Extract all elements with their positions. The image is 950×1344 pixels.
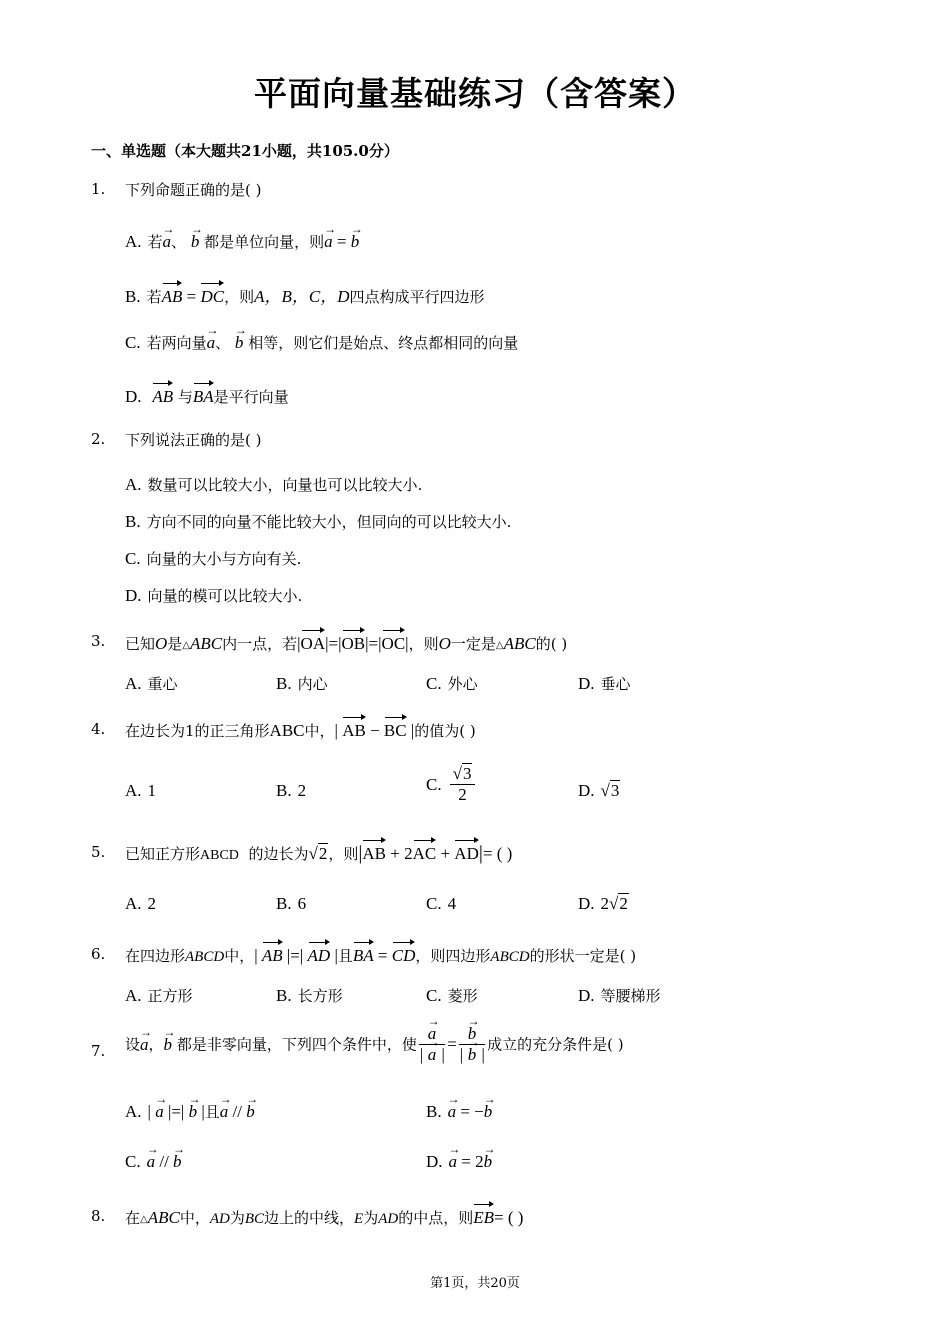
option-4d: D. √3 — [578, 781, 620, 800]
option-3d: D. 垂心 — [578, 674, 631, 693]
option-2d: D. 向量的模可以比较大小. — [125, 586, 303, 605]
option-1b: B. 若AB = DC，则A，B，C，D四点构成平行四边形 — [125, 281, 485, 309]
question-number: 7. — [91, 1042, 106, 1060]
option-6a: A. 正方形 — [125, 986, 193, 1005]
option-6d: D. 等腰梯形 — [578, 986, 661, 1005]
question-number: 1. — [91, 180, 106, 198]
question-stem: 在边长为1的正三角形ABC中，| AB − BC |的值为( ) — [125, 715, 476, 743]
option-7d: D. a → = 2b → — [426, 1150, 492, 1174]
question-stem: 已知正方形ABCD 的边长为√2，则|AB + 2AC + AD|= ( ) — [125, 838, 512, 868]
question-stem: 在四边形ABCD中，| AB |=| AD |且BA = CD，则四边形ABCD的形状一定是( ) — [125, 940, 636, 969]
question-stem: 在△ABC中，AD为BC边上的中线，E为AD的中点，则EB= ( ) — [125, 1202, 523, 1232]
option-4c: C. $\frac{√3}{2}$ — [426, 764, 477, 805]
page-footer: 第1页，共20页 — [430, 1276, 520, 1291]
section-heading: 一、单选题（本大题共21小题，共105.0分） — [91, 142, 399, 160]
question-stem: 下列命题正确的是( ) — [125, 181, 262, 199]
question-stem: 设a →，b → 都是非零向量，下列四个条件中，使 $\frac{a \to}{| a \to |}$ = $\frac{b \to}{| b \to |}$ 成立的充分条件是( ) — [125, 1024, 624, 1065]
page-title: 平面向量基础练习（含答案） — [254, 74, 696, 113]
option-6c: C. 菱形 — [426, 986, 478, 1005]
question-number: 2. — [91, 430, 106, 448]
option-3a: A. 重心 — [125, 674, 178, 693]
option-5a: A. 2 — [125, 894, 157, 913]
option-5c: C. 4 — [426, 894, 457, 913]
question-number: 3. — [91, 632, 106, 650]
option-7b: B. a → = −b → — [426, 1100, 492, 1124]
question-number: 4. — [91, 720, 106, 738]
option-7c: C. a → // b → — [125, 1150, 182, 1174]
question-number: 5. — [91, 843, 106, 861]
option-4a: A. 1 — [125, 781, 157, 800]
question-stem: 已知O是△ABC内一点，若|OA|=|OB|=|OC|，则O一定是△ABC的( ) — [125, 628, 567, 658]
option-7a: A. | a → |=| b → |且a → // b → — [125, 1100, 255, 1124]
question-number: 8. — [91, 1207, 106, 1225]
option-4b: B. 2 — [276, 781, 307, 800]
option-2b: B. 方向不同的向量不能比较大小，但同向的可以比较大小. — [125, 512, 512, 531]
option-1a: A. 若a →、 b → 都是单位向量，则a → = b → — [125, 230, 359, 254]
option-2a: A. 数量可以比较大小，向量也可以比较大小. — [125, 475, 423, 494]
option-6b: B. 长方形 — [276, 986, 343, 1005]
option-5b: B. 6 — [276, 894, 307, 913]
option-5d: D. 2√2 — [578, 894, 628, 913]
option-3b: B. 内心 — [276, 674, 328, 693]
question-number: 6. — [91, 945, 106, 963]
option-2c: C. 向量的大小与方向有关. — [125, 549, 302, 568]
option-1c: C. 若两向量a →、 b → 相等，则它们是始点、终点都相同的向量 — [125, 331, 518, 355]
question-stem: 下列说法正确的是( ) — [125, 431, 262, 449]
option-3c: C. 外心 — [426, 674, 478, 693]
option-1d: D. AB 与BA是平行向量 — [125, 381, 289, 409]
